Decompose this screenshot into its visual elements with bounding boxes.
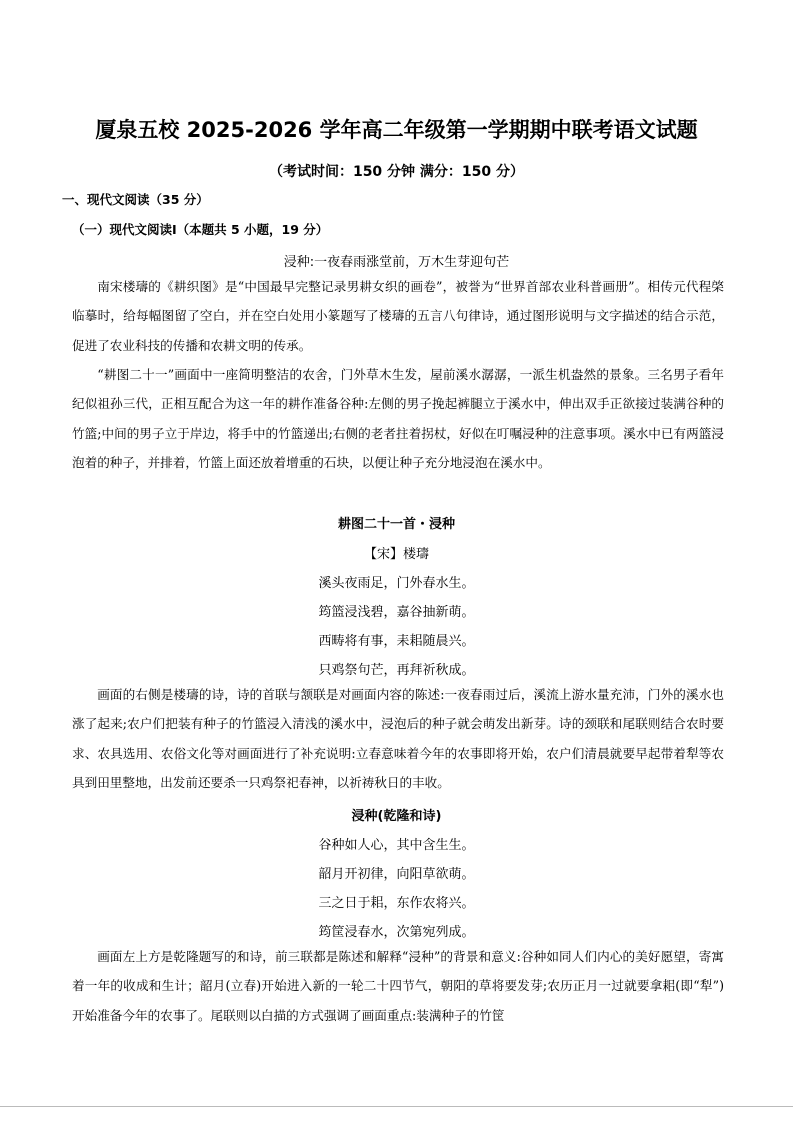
poem2-title: 浸种(乾隆和诗) <box>351 809 442 824</box>
poem1-author: 【宋】楼璹 <box>363 547 429 562</box>
paragraph-3: 画面的右侧是楼璹的诗，诗的首联与颔联是对画面内容的陈述:一夜春雨过后，溪流上游水量充沛，门外的溪水也涨了起来;农户们把装有种子的竹篮浸入清浅的溪水中，浸泡后的种子就会萌发出新芽。诗的颈联和尾联则结合农时要求、农具选用、农俗文化等对画面进行了补充说明:立春意味着今年的农事即将开始，农户们清晨就要早起带着犁等农具到田里整地，出发前还要杀一只鸡祭祀春神，以祈祷秋日的丰收。 <box>72 687 724 791</box>
paragraph-4: 画面左上方是乾隆题写的和诗，前三联都是陈述和解释“浸种”的背景和意义:谷种如同人们内心的美好愿望，寄寓着一年的收成和生计；韶月(立春)开始进入新的一轮二十四节气，朝阳的草将要发芽;农历正月一过就要拿耜(即“犁”)开始准备今年的农事了。尾联则以白描的方式强调了画面重点:装满种子的竹筐 <box>72 949 724 1023</box>
paragraph-1: 南宋楼璹的《耕织图》是“中国最早完整记录男耕女织的画卷”，被誉为“世界首部农业科普画册”。相传元代程棨临摹时，给每幅图留了空白，并在空白处用小篆题写了楼璹的五言八句律诗，通过图形说明与文字描述的结合示范，促进了农业科技的传播和农耕文明的传承。 <box>72 279 724 353</box>
poem2-line: 韶月开初律，向阳草欲萌。 <box>318 867 475 882</box>
poem2-line: 筠筐浸春水，次第宛列成。 <box>318 925 475 940</box>
page-divider <box>0 1106 793 1107</box>
article-title: 浸种:一夜春雨涨堂前，万木生芽迎句芒 <box>283 255 510 270</box>
poem1-title: 耕图二十一首・浸种 <box>337 517 455 532</box>
section-heading: 一、现代文阅读（35 分） <box>62 192 209 207</box>
poem1-line: 只鸡祭句芒，再拜祈秋成。 <box>318 663 475 678</box>
poem2-line: 三之日于耜，东作农将兴。 <box>318 896 475 911</box>
poem2-line: 谷种如人心，其中含生生。 <box>318 838 475 853</box>
exam-title: 厦泉五校 2025-2026 学年高二年级第一学期期中联考语文试题 <box>95 118 698 142</box>
subsection-heading: （一）现代文阅读Ⅰ（本题共 5 小题，19 分） <box>72 222 329 237</box>
poem1-line: 筠篮浸浅碧，嘉谷抽新萌。 <box>318 605 475 620</box>
paragraph-2: “耕图二十一”画面中一座简明整洁的农舍，门外草木生发，屋前溪水潺潺，一派生机盎然的景象。三名男子看年纪似祖孙三代，正相互配合为这一年的耕作准备谷种:左侧的男子挽起裤腿立于溪水中，伸出双手正欲接过装满谷种的竹篮;中间的男子立于岸边，将手中的竹篮递出;右侧的老者拄着拐杖，好似在叮嘱浸种的注意事项。溪水中已有两篮浸泡着的种子，并排着，竹篮上面还放着增重的石块，以便让种子充分地浸泡在溪水中。 <box>72 367 724 471</box>
exam-subtitle: （考试时间：150 分钟 满分：150 分） <box>268 164 525 180</box>
poem1-line: 溪头夜雨足，门外春水生。 <box>318 576 475 591</box>
poem1-line: 西畴将有事，耒耜随晨兴。 <box>318 634 475 649</box>
